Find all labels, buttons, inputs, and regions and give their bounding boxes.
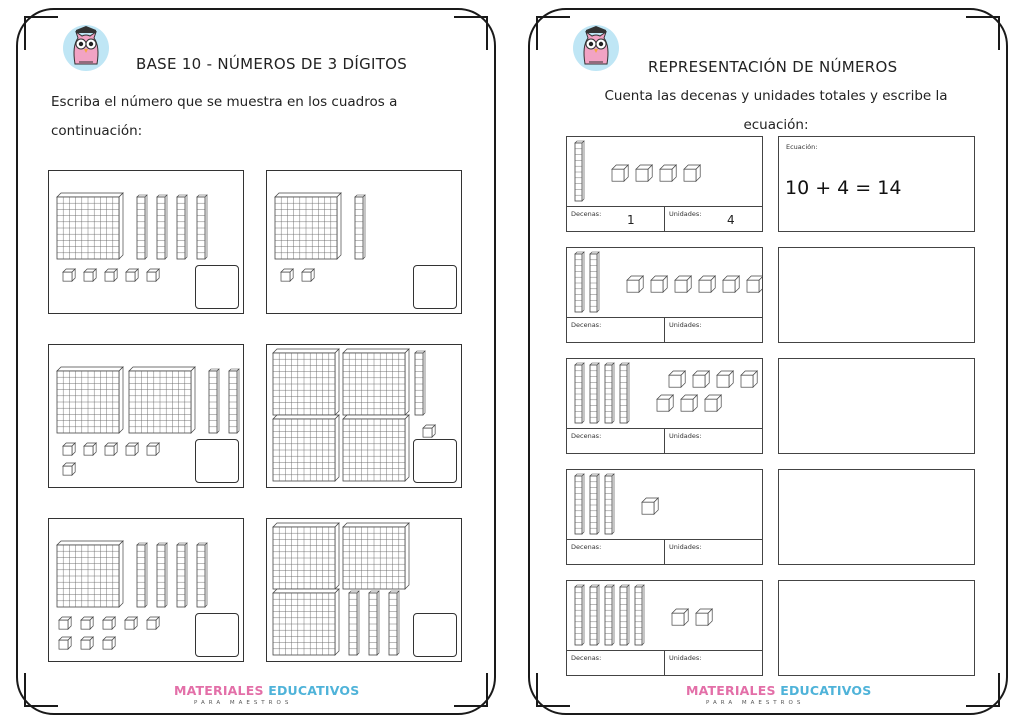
field-label: Unidades: [669, 432, 702, 440]
field-label: Unidades: [669, 543, 702, 551]
field-label: Decenas: [571, 321, 602, 329]
unit-cube [723, 276, 739, 292]
unit-cube [636, 165, 652, 181]
unit-cube [81, 637, 93, 649]
brand-logo [174, 683, 359, 698]
answer-box[interactable] [195, 439, 239, 483]
decenas-field[interactable] [567, 651, 664, 675]
base10-blocks-illustration [567, 248, 762, 318]
ten-rod [605, 363, 614, 423]
ten-rod [137, 543, 147, 607]
count-footer [567, 206, 762, 231]
ten-rod [590, 474, 599, 534]
instruction-line: Cuenta las decenas y unidades totales y escribe la [604, 88, 948, 104]
ten-rod [620, 585, 629, 645]
unit-cube [699, 276, 715, 292]
field-label: Unidades: [669, 321, 702, 329]
ten-rod [157, 543, 167, 607]
field-label: Decenas: [571, 432, 602, 440]
unit-cube [705, 395, 721, 411]
instruction-line: Escriba el número que se muestra en los cuadros a [51, 94, 398, 110]
hundred-block [57, 193, 123, 259]
corner-decoration [454, 16, 488, 50]
base10-blocks-illustration [567, 581, 762, 651]
representation-box [566, 469, 763, 565]
field-label: Unidades: [669, 654, 702, 662]
field-value: 1 [627, 213, 635, 227]
unidades-field[interactable] [664, 429, 763, 453]
representation-box [566, 247, 763, 343]
ten-rod [197, 195, 207, 259]
ten-rod [229, 369, 239, 433]
exercise-box [266, 518, 462, 662]
owl-icon [62, 24, 110, 72]
owl-icon [572, 24, 620, 72]
unit-cube [675, 276, 691, 292]
ten-rod [369, 591, 379, 655]
instruction-text [596, 82, 956, 140]
brand-tagline: PARA MAESTROS [706, 700, 805, 706]
decenas-field[interactable] [567, 207, 664, 231]
brand-logo [686, 683, 871, 698]
decenas-field[interactable] [567, 318, 664, 342]
instruction-text [51, 88, 397, 146]
unit-cube [302, 269, 314, 281]
unit-cube [147, 269, 159, 281]
unit-cube [669, 371, 685, 387]
ten-rod [355, 195, 365, 259]
unit-cube [147, 443, 159, 455]
unit-cube [63, 463, 75, 475]
unit-cube [672, 609, 688, 625]
unit-cube [684, 165, 700, 181]
field-label: Unidades: [669, 210, 702, 218]
equation-box[interactable] [778, 358, 975, 454]
exercise-box [48, 518, 244, 662]
exercise-box [266, 344, 462, 488]
base10-blocks-illustration [567, 137, 762, 207]
equation-box[interactable] [778, 580, 975, 676]
unit-cube [717, 371, 733, 387]
ten-rod [635, 585, 644, 645]
decenas-field[interactable] [567, 429, 664, 453]
hundred-block [273, 523, 339, 589]
hundred-block [343, 349, 409, 415]
base10-blocks-illustration [567, 470, 762, 540]
unit-cube [627, 276, 643, 292]
count-footer [567, 317, 762, 342]
unidades-field[interactable] [664, 318, 763, 342]
equation-text: 10 + 4 = 14 [785, 177, 902, 199]
count-footer [567, 539, 762, 564]
ten-rod [157, 195, 167, 259]
ten-rod [620, 363, 629, 423]
exercise-box [48, 170, 244, 314]
hundred-block [273, 589, 339, 655]
unit-cube [81, 617, 93, 629]
unit-cube [126, 443, 138, 455]
unit-cube [642, 498, 658, 514]
unit-cube [681, 395, 697, 411]
unit-cube [105, 269, 117, 281]
unit-cube [696, 609, 712, 625]
equation-box[interactable] [778, 469, 975, 565]
field-label: Decenas: [571, 654, 602, 662]
unit-cube [103, 617, 115, 629]
unit-cube [84, 269, 96, 281]
ten-rod [197, 543, 207, 607]
worksheet-base10 [16, 8, 496, 715]
decenas-field[interactable] [567, 540, 664, 564]
exercise-box [48, 344, 244, 488]
unit-cube [59, 637, 71, 649]
equation-box[interactable] [778, 136, 975, 232]
unit-cube [657, 395, 673, 411]
corner-decoration [24, 673, 58, 707]
unit-cube [651, 276, 667, 292]
corner-decoration [536, 673, 570, 707]
ten-rod [605, 585, 614, 645]
brand-text-blue: EDUCATIVOS [268, 683, 360, 698]
unit-cube [147, 617, 159, 629]
corner-decoration [966, 16, 1000, 50]
unit-cube [103, 637, 115, 649]
ten-rod [575, 363, 584, 423]
unit-cube [612, 165, 628, 181]
ten-rod [177, 543, 187, 607]
ten-rod [415, 351, 425, 415]
hundred-block [273, 415, 339, 481]
hundred-block [273, 349, 339, 415]
unit-cube [59, 617, 71, 629]
corner-decoration [454, 673, 488, 707]
representation-box [566, 358, 763, 454]
unit-cube [125, 617, 137, 629]
hundred-block [57, 541, 123, 607]
instruction-line: ecuación: [743, 117, 809, 133]
count-footer [567, 650, 762, 675]
brand-tagline: PARA MAESTROS [194, 700, 293, 706]
unit-cube [741, 371, 757, 387]
base10-blocks-illustration [567, 359, 762, 429]
worksheet-representation [528, 8, 1008, 715]
brand-text-pink: MATERIALES [174, 683, 264, 698]
unit-cube [660, 165, 676, 181]
unit-cube [747, 276, 762, 292]
ten-rod [575, 585, 584, 645]
hundred-block [343, 415, 409, 481]
unit-cube [84, 443, 96, 455]
unit-cube [423, 425, 435, 437]
worksheet-title: REPRESENTACIÓN DE NÚMEROS [648, 58, 898, 76]
ten-rod [349, 591, 359, 655]
field-label: Decenas: [571, 543, 602, 551]
ten-rod [575, 474, 584, 534]
instruction-line: continuación: [51, 123, 143, 139]
brand-text-pink: MATERIALES [686, 683, 776, 698]
ten-rod [389, 591, 399, 655]
brand-text-blue: EDUCATIVOS [780, 683, 872, 698]
unit-cube [63, 269, 75, 281]
equation-box[interactable] [778, 247, 975, 343]
unidades-field[interactable] [664, 540, 763, 564]
ten-rod [575, 252, 584, 312]
unit-cube [281, 269, 293, 281]
answer-box[interactable] [413, 265, 457, 309]
ten-rod [177, 195, 187, 259]
unidades-field[interactable] [664, 207, 763, 231]
field-value: 4 [727, 213, 735, 227]
hundred-block [129, 367, 195, 433]
unit-cube [126, 269, 138, 281]
ten-rod [590, 252, 599, 312]
ten-rod [209, 369, 219, 433]
ten-rod [605, 474, 614, 534]
ten-rod [137, 195, 147, 259]
field-label: Decenas: [571, 210, 602, 218]
exercise-box [266, 170, 462, 314]
answer-box[interactable] [413, 613, 457, 657]
unit-cube [63, 443, 75, 455]
hundred-block [343, 523, 409, 589]
corner-decoration [536, 16, 570, 50]
ten-rod [575, 141, 584, 201]
representation-box [566, 580, 763, 676]
unit-cube [693, 371, 709, 387]
corner-decoration [24, 16, 58, 50]
unit-cube [105, 443, 117, 455]
corner-decoration [966, 673, 1000, 707]
hundred-block [57, 367, 123, 433]
unidades-field[interactable] [664, 651, 763, 675]
count-footer [567, 428, 762, 453]
answer-box[interactable] [413, 439, 457, 483]
equation-label: Ecuación: [786, 143, 818, 151]
ten-rod [590, 585, 599, 645]
hundred-block [275, 193, 341, 259]
answer-box[interactable] [195, 613, 239, 657]
answer-box[interactable] [195, 265, 239, 309]
ten-rod [590, 363, 599, 423]
worksheet-title: BASE 10 - NÚMEROS DE 3 DÍGITOS [136, 55, 408, 73]
representation-box [566, 136, 763, 232]
